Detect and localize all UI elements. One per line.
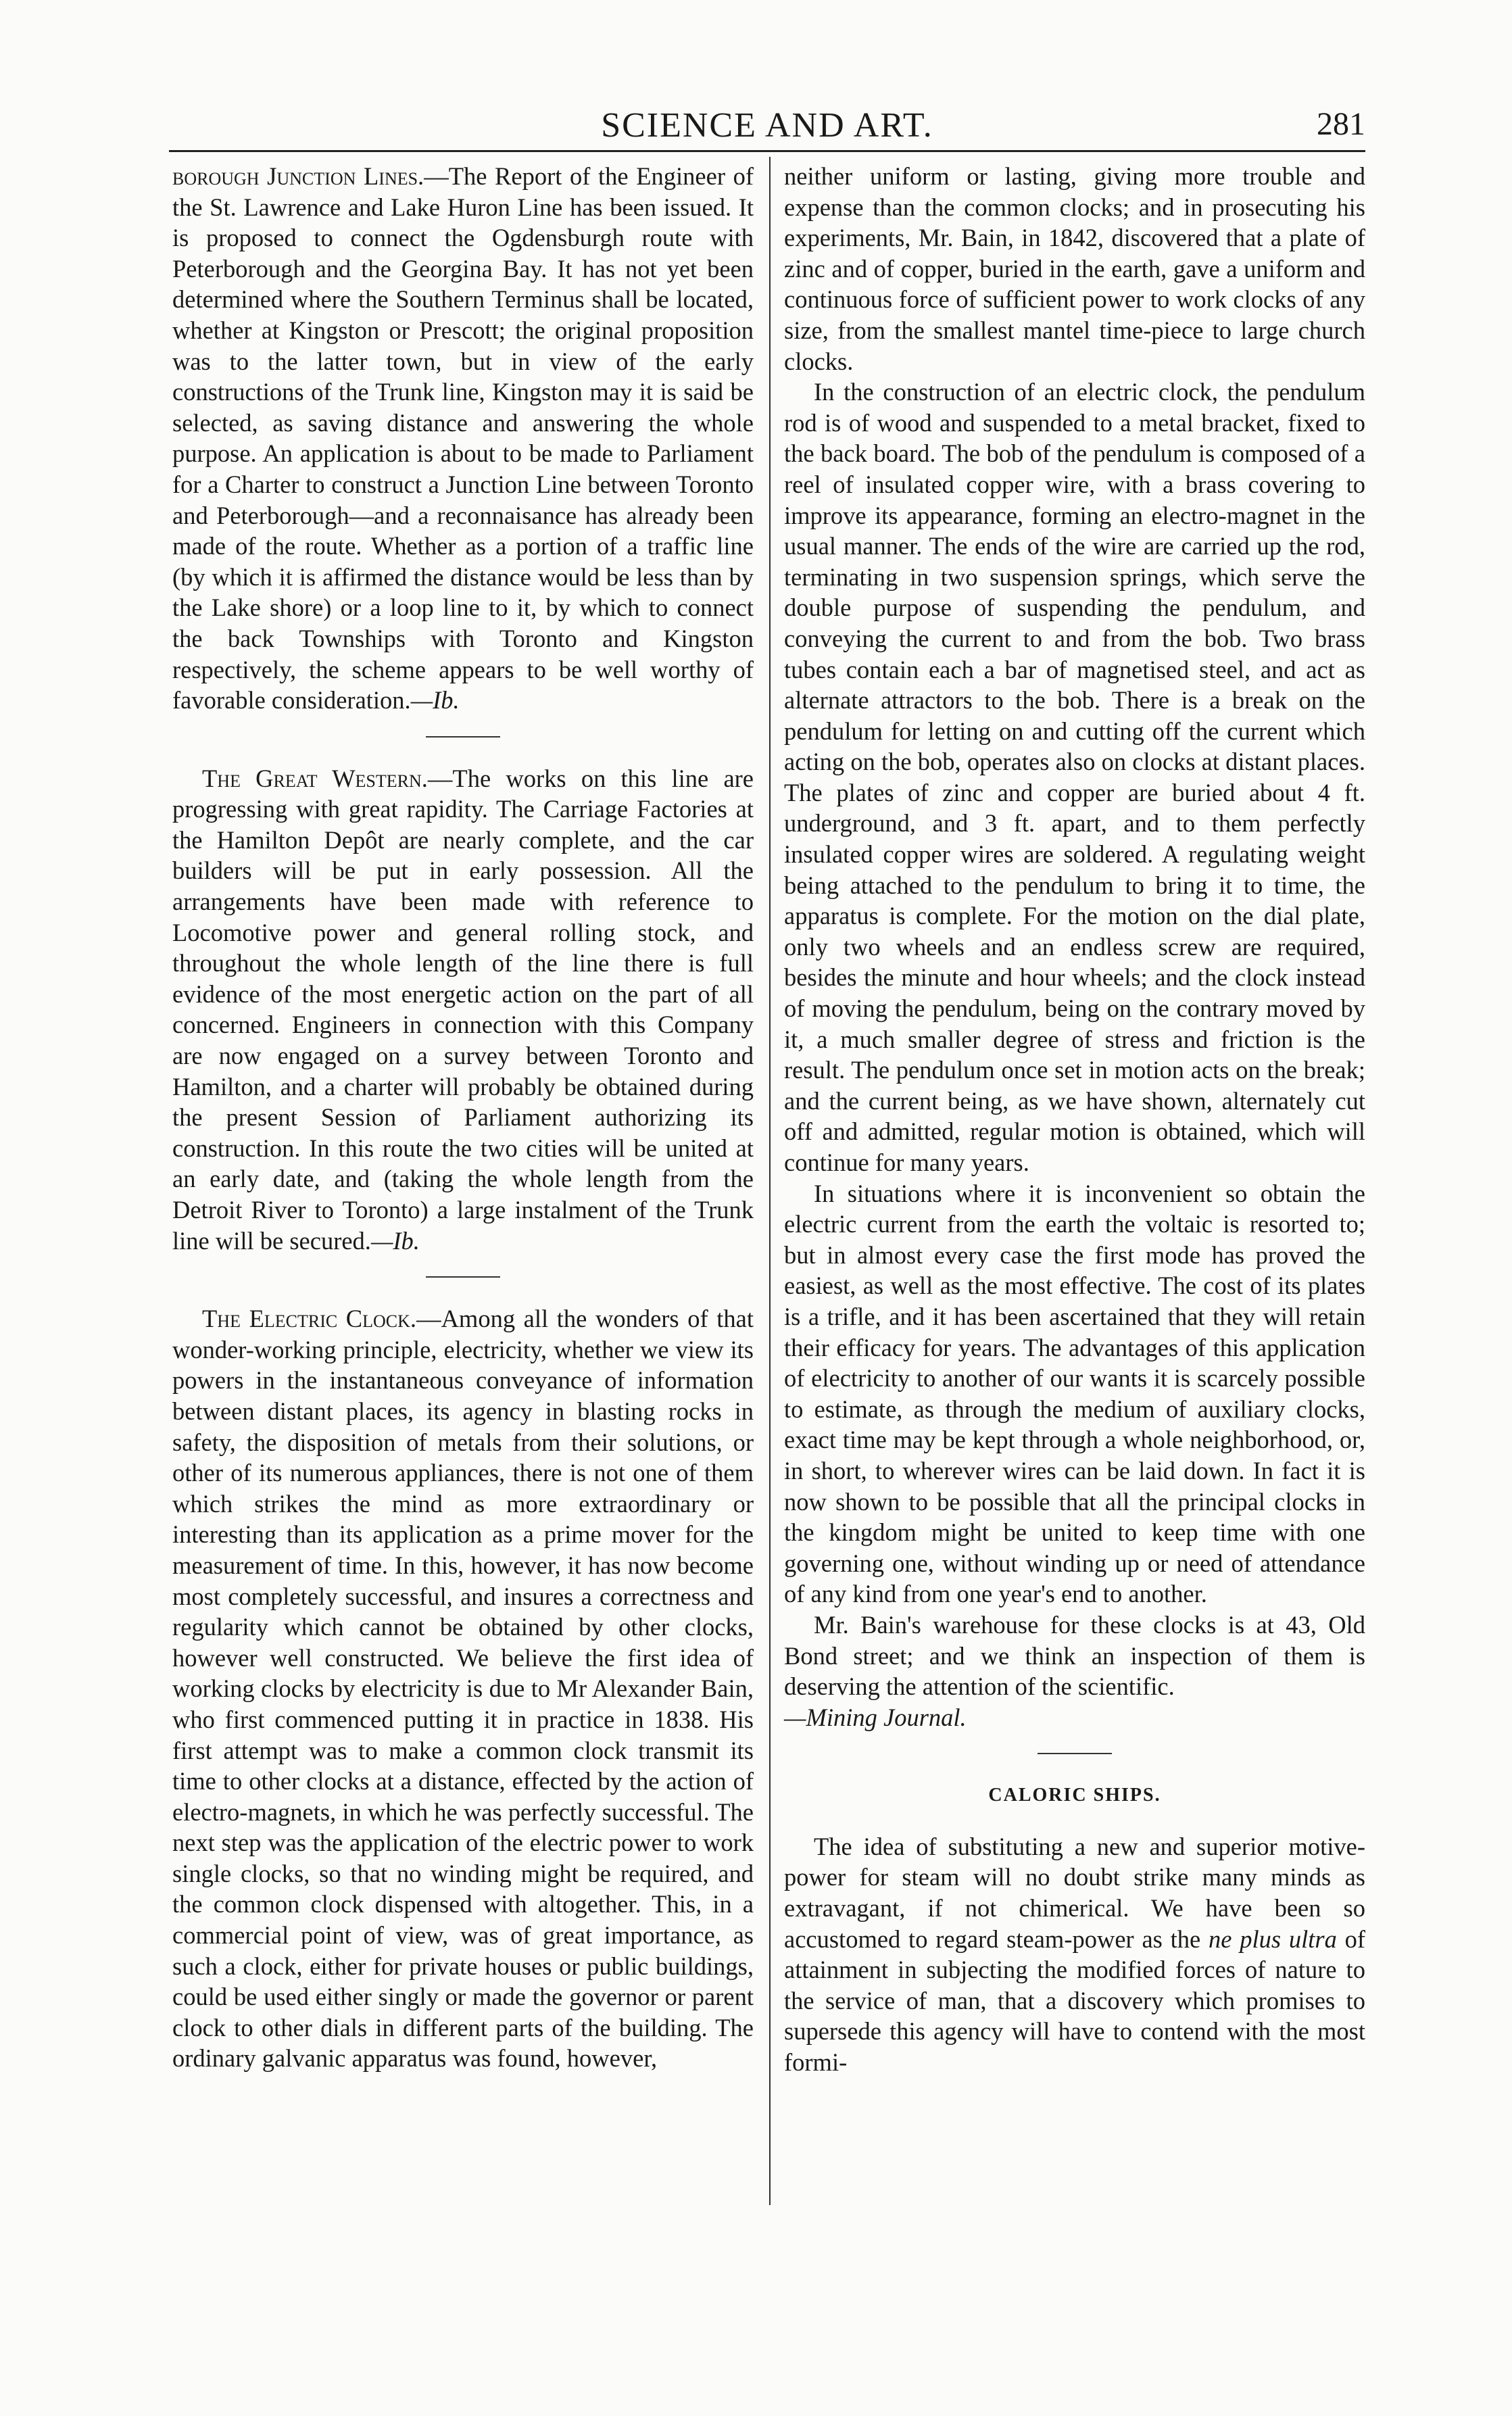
page-number: 281 bbox=[1317, 106, 1365, 142]
right-column bbox=[784, 161, 1365, 2078]
article-body: —The Report of the Engineer of the St. Lawrence and Lake Huron Line has been issued. It is proposed to connect the Ogdensburgh route with Peterborough and the Georgina Bay. It has not yet been determined where the Southern Terminus shall be located, whether at Kingston or Prescott; the original proposition was to the latter town, but in view of the early constructions of the Trunk line, Kingston may it is said be selected, as saving distance and answering the whole purpose. An application is about to be made to Parliament for a Charter to construct a Junction Line between Toronto and Peterborough—and a reconnaisance has already been made of the route. Whether as a portion of a traffic line (by which it is affirmed the distance would be less than by the Lake shore) or a loop line to it, by which to connect the back Townships with Toronto and Kingston respectively, the scheme appears to be well worthy of favorable consideration. bbox=[172, 162, 754, 715]
article-body: —Among all the wonders of that wonder-working principle, electricity, whether we view its powers in the instantaneous conveyance of information between distant places, its agency in blasting rocks in safety, the disposition of metals from their solutions, or other of its numerous appliances, there is not one of them which strikes the mind as more extraordinary or interesting than its application as a prime mover for the measurement of time. In this, however, it has now become most completely successful, and insures a correctness and regularity which cannot be obtained by other clocks, however well constructed. We believe the first idea of working clocks by electricity is due to Mr Alexander Bain, who first commenced putting it in practice in 1838. His first attempt was to make a common clock transmit its time to other clocks at a distance, effected by the action of electro-magnets, in which he was perfectly successful. The next step was the application of the electric power to work single clocks, so that no winding might be required, and the common clock dispensed with altogether. This, in a commercial point of view, was of great importance, as such a clock, either for private houses or public buildings, could be used either singly or made the governor or parent clock to other dials in different parts of the building. The ordinary galvanic apparatus was found, however, bbox=[172, 1305, 754, 2073]
italic-phrase: ne plus ultra bbox=[1209, 1925, 1337, 1953]
running-title: SCIENCE AND ART. bbox=[601, 106, 933, 145]
paragraph: In the construction of an electric clock, the pendulum rod is of wood and suspended to a metal bracket, fixed to the back board. The bob of the pendulum is composed of a reel of insulated copper wire, with a brass covering to improve its appearance, forming an electro-magnet in the usual manner. The ends of the wire are carried up the rod, terminating in two suspension springs, which serve the double purpose of suspending the pendulum, and conveying the current to and from the bob. Two brass tubes contain each a bar of magnetised steel, and act as alternate attractors to the bob. There is a break on the pendulum for letting on and cutting off the current which acting on the bob, operates also on clocks at distant places. The plates of zinc and copper are buried about 4 ft. underground, and 3 ft. apart, and to them perfectly insulated copper wires are soldered. A regulating weight being attached to the pendulum to bring it to time, the apparatus is complete. For the motion on the dial plate, only two wheels and an endless screw are required, besides the minute and hour wheels; and the clock instead of moving the pendulum, being on the contrary moved by it, a much smaller degree of stress and friction is the result. The pendulum once set in motion acts on the break; and the current being, as we have shown, alternately cut off and admitted, regular motion is obtained, which will continue for many years. bbox=[784, 378, 1365, 1176]
article-source bbox=[784, 1702, 1365, 1733]
source-citation: —Mining Journal. bbox=[784, 1703, 967, 1731]
paragraph bbox=[784, 1831, 1365, 2078]
paragraph bbox=[784, 1610, 1365, 1702]
header-rule bbox=[169, 150, 1365, 152]
left-column bbox=[172, 161, 754, 2092]
paragraph-text: Mr. Bain's warehouse for these clocks is at 43, Old Bond street; and we think an inspection of them is deserving the attention of the scientific. bbox=[784, 1610, 1365, 1701]
section-rule bbox=[1038, 1753, 1112, 1754]
article-electric-clock bbox=[172, 1303, 754, 2074]
article-heading: The Electric Clock. bbox=[202, 1305, 417, 1333]
paragraph bbox=[172, 763, 754, 1257]
section-title: CALORIC SHIPS. bbox=[988, 1785, 1161, 1806]
paragraph-text: The idea of substituting a new and superior motive-power for steam will no doubt strike many minds as extravagant, if not chimerical. We have been so accustomed to regard steam-power as the bbox=[784, 1832, 1365, 1953]
paragraph-text: of attainment in subjecting the modified forces of nature to the service of man, that a discovery which promises to supersede this agency will have to contend with the most formi- bbox=[784, 1925, 1365, 2077]
article-source: —Ib. bbox=[410, 686, 460, 715]
article-great-western bbox=[172, 763, 754, 1257]
article-body: —The works on this line are progressing with great rapidity. The Carriage Factories at the Hamilton Depôt are nearly complete, and the car builders will be put in early possession. All the arrangements have been made with reference to Locomotive power and general rolling stock, and throughout the whole length of the line there is full evidence of the most energetic action on the part of all concerned. Engineers in connection with this Company are now engaged on a survey between Toronto and Hamilton, and a charter will probably be obtained during the present Session of Parliament authorizing its construction. In this route the two cities will be united at an early date, and (taking the whole length from the Detroit River to Toronto) a large instalment of the Trunk line will be secured. bbox=[172, 764, 754, 1255]
article-source: —Ib. bbox=[370, 1226, 420, 1255]
page-header bbox=[169, 101, 1365, 149]
article-junction-lines bbox=[172, 161, 754, 716]
section-rule bbox=[426, 736, 500, 738]
article-heading: borough Junction Lines. bbox=[172, 162, 424, 190]
paragraph bbox=[172, 161, 754, 716]
paragraph: In situations where it is inconvenient so obtain the electric current from the earth the voltaic is resorted to; but in almost every case the first mode has proved the easiest, as well as the most effective. The cost of its plates is a trifle, and it has been ascertained that they will retain their efficacy for years. The advantages of this application of electricity to another of our wants it is scarcely possible to estimate, as through the medium of auxiliary clocks, exact time may be kept through a whole neighborhood, or, in short, to wherever wires can be laid down. In fact it is now shown to be possible that all the principal clocks in the kingdom might be united to keep time with one governing one, without winding up or need of attendance of any kind from one year's end to another. bbox=[784, 1179, 1365, 1608]
paragraph: neither uniform or lasting, giving more trouble and expense than the common clocks; and in prosecuting his experiments, Mr. Bain, in 1842, discovered that a plate of zinc and of copper, buried in the earth, gave a uniform and continuous force of sufficient power to work clocks of any size, from the smallest mantel time-piece to large church clocks. bbox=[784, 162, 1365, 375]
column-divider bbox=[769, 157, 771, 2205]
paragraph bbox=[172, 1303, 754, 2074]
article-heading: The Great Western. bbox=[202, 764, 428, 792]
section-rule bbox=[426, 1276, 500, 1278]
